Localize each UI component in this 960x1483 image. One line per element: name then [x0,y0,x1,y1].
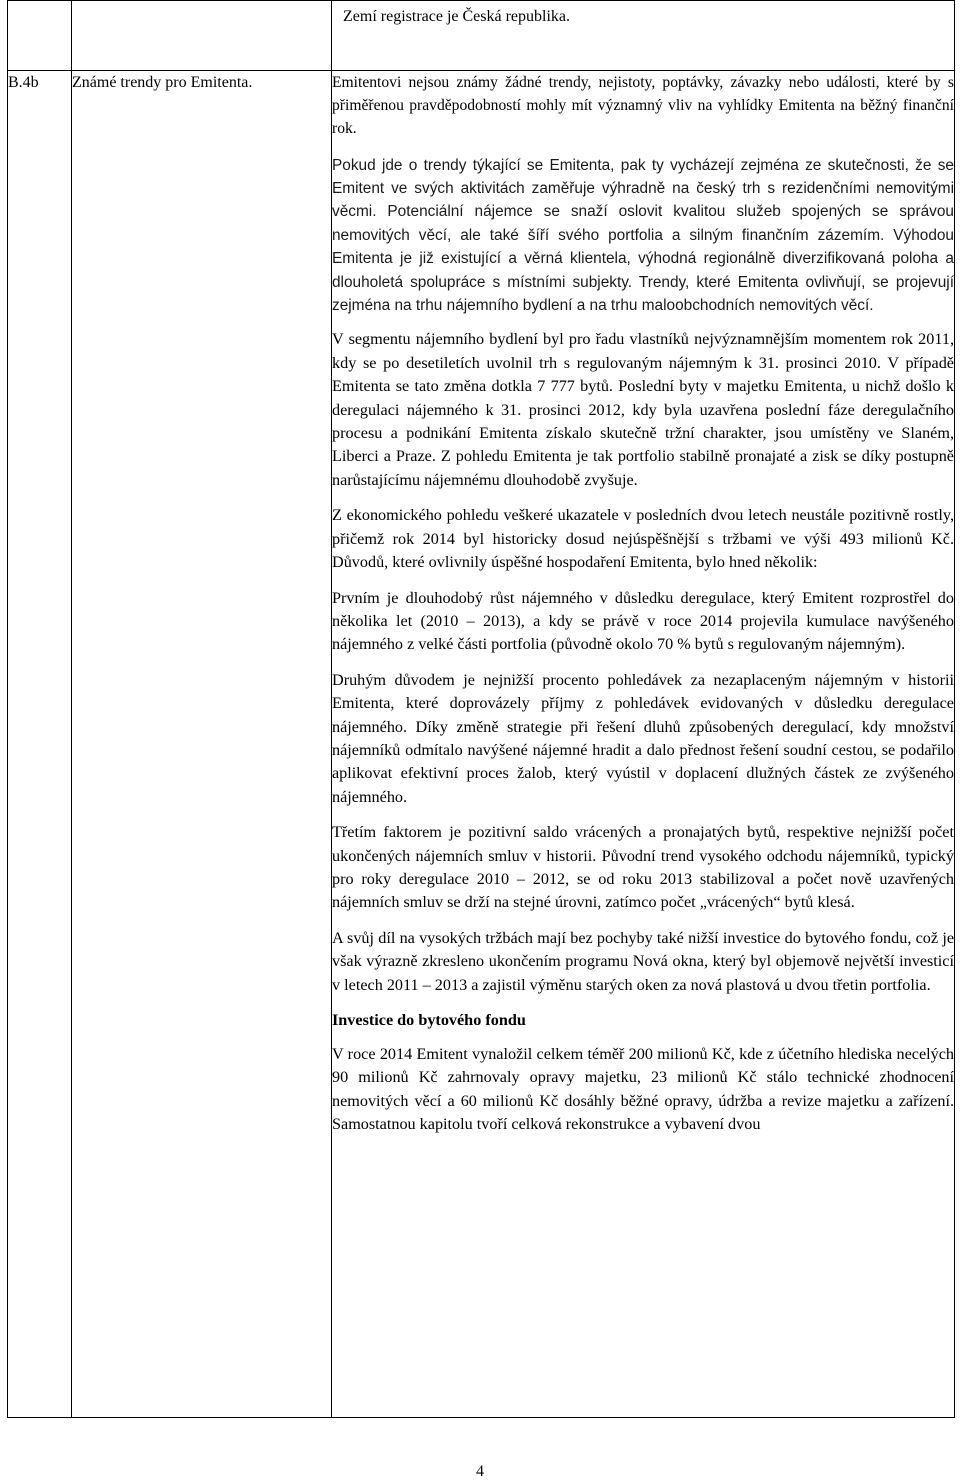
registration-text: Zemí registrace je Česká republika. [343,8,571,25]
paragraph: Prvním je dlouhodobý růst nájemného v důsledku deregulace, který Emitent rozprostřel do několika let (2010 – 2013), a kdy se právě v roce 2014 projevila kumulace navýšeného nájemného z velké části portfolia (původně okolo 70 % bytů s regulovaným nájemným). [332,588,954,654]
registration-cell [332,1,955,71]
page-number: 4 [476,1463,484,1480]
section-body [332,71,955,1418]
section-id: B.4b [8,71,72,1418]
section-heading: Investice do bytového fondu [332,1011,526,1030]
empty-cell [72,1,332,71]
paragraph: Druhým důvodem je nejnižší procento pohledávek za nezaplaceným nájemným v historii Emitenta, které doprovázely příjmy z pohledávek evidovaných v důsledku deregulace nájemného. Díky změně strategie při řešení dluhů způsobených deregulací, kdy množství nájemníků odmítalo navýšené nájemné hradit a dalo přednost řešení soudní cestou, se podařilo aplikovat efektivní proces žalob, který vyústil v doplacení dlužných částek ze zvýšeného nájemného. [332,670,954,806]
table-row [8,1,955,71]
paragraph: A svůj díl na vysokých tržbách mají bez pochyby také nižší investice do bytového fondu, což je však výrazně zkresleno ukončením programu Nová okna, který byl objemově největší investicí v letech 2011 – 2013 a zajistil výměnu starých oken za nová plastová u dvou třetin portfolia. [332,928,954,994]
paragraph: V segmentu nájemního bydlení byl pro řadu vlastníků nejvýznamnějším momentem rok 2011, kdy se po desetiletích uvolnil trh s regulovaným nájemným k 31. prosinci 2010. V případě Emitenta se tato změna dotkla 7 777 bytů. Poslední byty v majetku Emitenta, u nichž došlo k deregulaci nájemného k 31. prosinci 2012, kdy byla uzavřena poslední fáze deregulačního procesu a podnikání Emitenta získalo skutečně tržní charakter, jsou umístěny ve Slaném, Liberci a Praze. Z pohledu Emitenta je tak portfolio stabilně pronajaté a zisk se díky postupně narůstajícímu nájemnému dlouhodobě zvyšuje. [332,330,954,489]
paragraph: Z ekonomického pohledu veškeré ukazatele v posledních dvou letech neustále pozitivně rostly, přičemž rok 2014 byl historicky dosud nejúspěšnější s tržbami ve výši 493 milionů Kč. Důvodů, které ovlivnily úspěšné hospodaření Emitenta, bylo hned několik: [332,506,954,572]
paragraph: Pokud jde o trendy týkající se Emitenta, pak ty vycházejí zejména ze skutečnosti, že se Emitent ve svých aktivitách zaměřuje výhradně na český trh s rezidenčními nemovitými věcmi. Potenciální nájemce se snaží oslovit kvalitou služeb spojených se správou nemovitých věcí, ale také šíří svého portfolia a silným finančním zázemím. Výhodou Emitenta je již existující a věrná klientela, výhodná regionálně diverzifikovaná poloha a dlouholetá spolupráce s místními subjekty. Trendy, které Emitenta ovlivňují, se projevují zejména na trhu nájemního bydlení a na trhu maloobchodních nemovitých věcí. [332,156,954,315]
empty-cell [8,1,72,71]
table-row [8,71,955,1418]
paragraph: Třetím faktorem je pozitivní saldo vrácených a pronajatých bytů, respektive nejnižší počet ukončených nájemních smluv v historii. Původní trend vysokého odchodu nájemníků, typický pro roky deregulace 2010 – 2012, se od roku 2013 stabilizoval a počet nově uzavřených nájemních smluv se drží na stejné úrovni, zatímco počet „vrácených“ bytů klesá. [332,823,954,912]
paragraph: Emitentovi nejsou známy žádné trendy, nejistoty, poptávky, závazky nebo události, které by s přiměřenou pravděpodobností mohly mít významný vliv na vyhlídky Emitenta na běžný finanční rok. [332,74,954,138]
paragraph: V roce 2014 Emitent vynaložil celkem téměř 200 milionů Kč, kde z účetního hlediska necelých 90 milionů Kč zahrnovaly opravy majetku, 23 milionů Kč stálo technické zhodnocení nemovitých věcí a 60 milionů Kč dosáhly běžné opravy, údržba a revize majetku a zařízení. Samostatnou kapitolu tvoří celková rekonstrukce a vybavení dvou [332,1045,954,1134]
document-table [7,0,955,1418]
section-topic: Známé trendy pro Emitenta. [72,71,332,1418]
